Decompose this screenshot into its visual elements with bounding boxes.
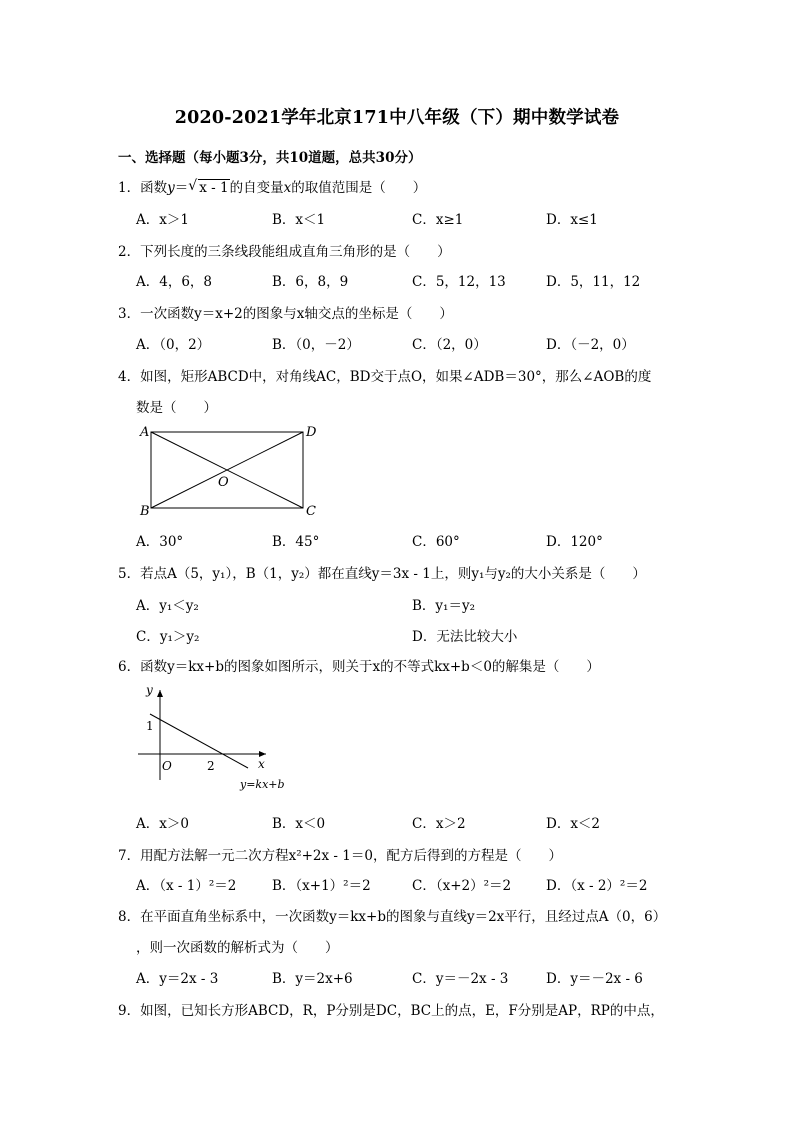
- q2-option-b: B．6，8，9: [272, 274, 349, 290]
- question-4-line-1: 4．如图，矩形ABCD中，对角线AC，BD交于点O，如果∠ADB＝30°，那么∠AOB的度: [118, 369, 652, 385]
- q3-option-d: D．（－2，0）: [546, 337, 635, 353]
- q7-option-b: B．（x+1）²＝2: [272, 878, 371, 894]
- y-intercept-label: 1: [146, 719, 154, 733]
- radical-sign-icon: √: [188, 178, 198, 194]
- line-equation-label: y=kx+b: [240, 778, 285, 791]
- q5-option-c: C．y₁＞y₂: [136, 629, 200, 645]
- q1-equals: ＝: [174, 180, 189, 196]
- question-8-line-1: 8．在平面直角坐标系中，一次函数y＝kx+b的图象与直线y＝2x平行，且经过点A（0，6）: [118, 909, 667, 925]
- sqrt-expression: [188, 180, 229, 196]
- q5-option-d: D．无法比较大小: [412, 629, 518, 645]
- origin-label: O: [162, 759, 172, 773]
- q8-option-a: A．y＝2x - 3: [136, 971, 219, 987]
- question-1: [118, 176, 426, 196]
- question-6: 6．函数y＝kx+b的图象如图所示，则关于x的不等式kx+b＜0的解集是（ ）: [118, 659, 600, 675]
- q1-option-d: D．x≤1: [546, 212, 598, 228]
- q7-option-c: C．（x+2）²＝2: [412, 878, 512, 894]
- q7-option-d: D．（x - 2）²＝2: [546, 878, 648, 894]
- q3-option-a: A．（0，2）: [136, 337, 211, 353]
- y-axis-label: y: [146, 683, 153, 697]
- question-7: 7．用配方法解一元二次方程x²+2x - 1＝0，配方后得到的方程是（ ）: [118, 848, 562, 864]
- q1-mid: 的自变量: [229, 180, 284, 196]
- q7-option-a: A．（x - 1）²＝2: [136, 878, 237, 894]
- q1-option-c: C．x≥1: [412, 212, 464, 228]
- section-heading: 一、选择题（每小题3分，共10道题，总共30分）: [118, 150, 422, 166]
- q1-option-a: A．x＞1: [136, 212, 189, 228]
- vertex-a-label: A: [140, 425, 150, 440]
- q8-option-b: B．y＝2x+6: [272, 971, 353, 987]
- question-2: 2．下列长度的三条线段能组成直角三角形的是（ ）: [118, 244, 451, 260]
- question-8-line-2: ，则一次函数的解析式为（ ）: [136, 940, 339, 956]
- q6-option-b: B．x＜0: [272, 816, 326, 832]
- vertex-b-label: B: [140, 504, 150, 519]
- q3-option-b: B．（0，－2）: [272, 337, 360, 353]
- q1-function-var: y: [167, 180, 175, 196]
- vertex-d-label: D: [306, 425, 317, 440]
- q6-option-a: A．x＞0: [136, 816, 189, 832]
- q4-option-c: C．60°: [412, 534, 460, 550]
- question-5: 5．若点A（5，y₁），B（1，y₂）都在直线y＝3x - 1上，则y₁与y₂的大小关系是（ ）: [118, 566, 646, 582]
- center-o-label: O: [218, 475, 229, 490]
- x-axis-label: x: [258, 757, 265, 771]
- q4-option-a: A．30°: [136, 534, 184, 550]
- question-number: 1．: [118, 180, 141, 196]
- rectangle-diagram: [130, 420, 330, 520]
- q2-option-a: A．4，6，8: [136, 274, 213, 290]
- x-intercept-label: 2: [207, 759, 215, 773]
- q6-option-d: D．x＜2: [546, 816, 601, 832]
- linear-function-graph: [130, 680, 300, 795]
- q8-option-c: C．y＝－2x - 3: [412, 971, 509, 987]
- page-title: 2020-2021学年北京171中八年级（下）期中数学试卷: [174, 108, 620, 128]
- y-axis-arrow-icon: [157, 690, 163, 697]
- q1-option-b: B．x＜1: [272, 212, 326, 228]
- q2-option-c: C．5，12，13: [412, 274, 506, 290]
- question-9: 9．如图，已知长方形ABCD，R，P分别是DC，BC上的点，E，F分别是AP，RP的中点，: [118, 1003, 664, 1019]
- q5-option-b: B．y₁＝y₂: [412, 598, 475, 614]
- q6-option-c: C．x＞2: [412, 816, 466, 832]
- q8-option-d: D．y＝－2x - 6: [546, 971, 643, 987]
- q4-option-d: D．120°: [546, 534, 603, 550]
- radicand: x - 1: [199, 180, 229, 196]
- q5-option-a: A．y₁＜y₂: [136, 598, 199, 614]
- question-3: 3．一次函数y＝x+2的图象与x轴交点的坐标是（ ）: [118, 306, 453, 322]
- q1-variable: x: [283, 180, 292, 196]
- vertex-c-label: C: [306, 504, 316, 519]
- q2-option-d: D．5，11，12: [546, 274, 641, 290]
- q1-prefix: 函数: [140, 180, 168, 196]
- q4-option-b: B．45°: [272, 534, 320, 550]
- question-4-line-2: 数是（ ）: [136, 400, 217, 416]
- q3-option-c: C．（2，0）: [412, 337, 487, 353]
- q1-tail: 的取值范围是（ ）: [291, 180, 427, 196]
